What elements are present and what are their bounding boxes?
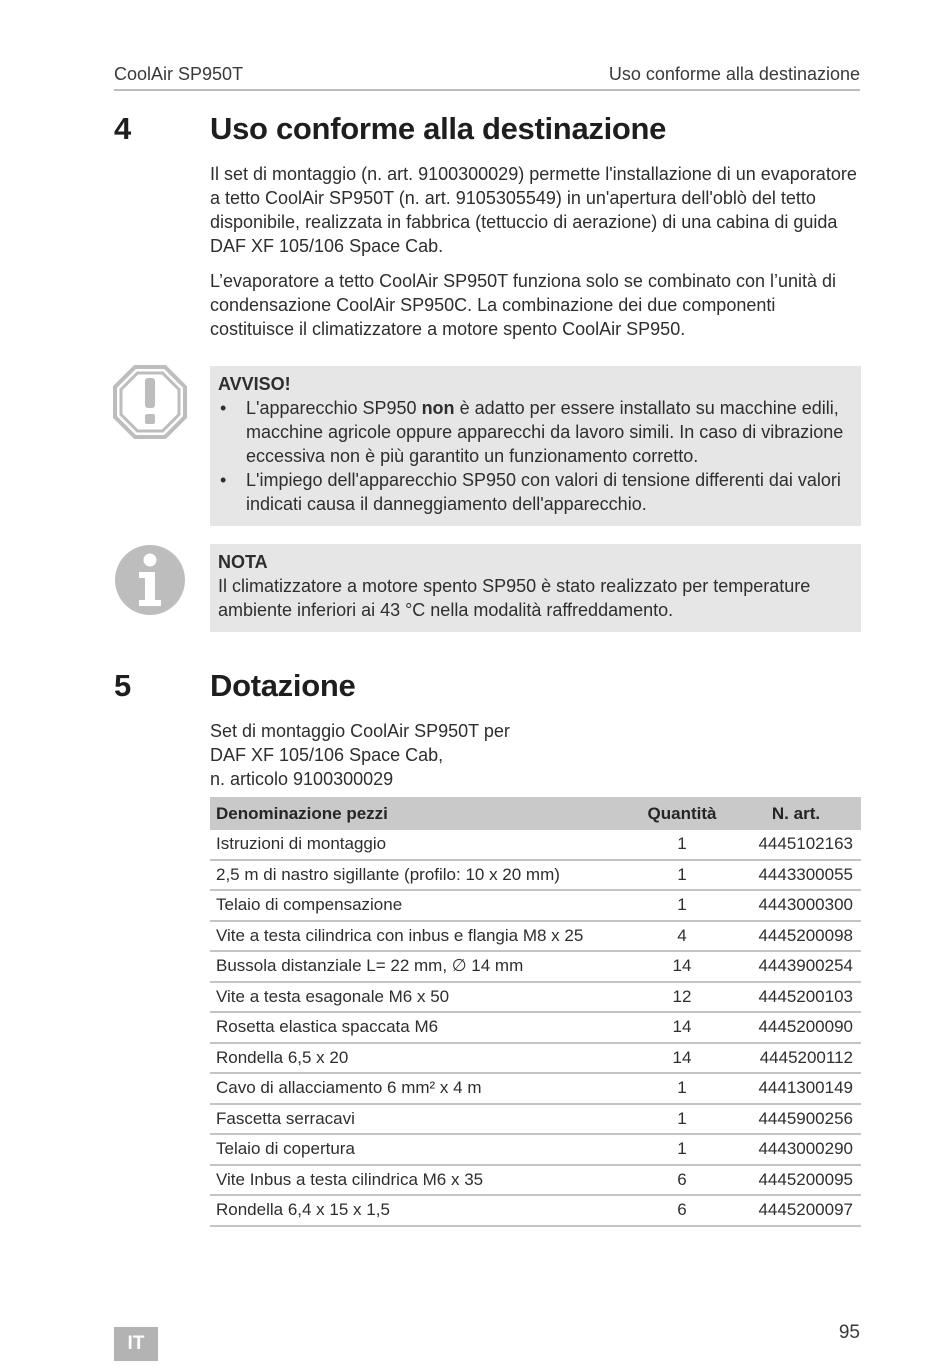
part-quantity: 1 (633, 1104, 731, 1135)
warning-bullet-1: • L'apparecchio SP950 non è adatto per essere installato su macchine edili, macchine agricole oppure apparecchi da lavoro simili. In caso di vibrazione eccessiva non è più garantito un funzionamento corretto. (218, 396, 853, 468)
part-name: Cavo di allacciamento 6 mm² x 4 m (210, 1073, 633, 1104)
warning-box (210, 366, 861, 526)
table-row (210, 860, 861, 891)
part-article: 4445200103 (731, 982, 861, 1013)
part-name: Vite Inbus a testa cilindrica M6 x 35 (210, 1165, 633, 1196)
part-name: Rondella 6,5 x 20 (210, 1043, 633, 1074)
parts-table (210, 797, 861, 1227)
table-row (210, 1165, 861, 1196)
note-box (210, 544, 861, 632)
table-row (210, 1134, 861, 1165)
part-name: Telaio di copertura (210, 1134, 633, 1165)
column-header-article: N. art. (731, 797, 861, 830)
part-quantity: 14 (633, 1043, 731, 1074)
part-article: 4441300149 (731, 1073, 861, 1104)
section-5-title: Dotazione (210, 668, 356, 703)
note-title: NOTA (218, 552, 268, 572)
header-section: Uso conforme alla destinazione (608, 64, 860, 84)
section-4-paragraph-2: L’evaporatore a tetto CoolAir SP950T funziona solo se combinato con l’unità di condensazione CoolAir SP950C. La combinazione dei due componenti costituisce il climatizzatore a motore spento CoolAir SP950. (210, 271, 837, 339)
intro-line-3: n. articolo 9100300029 (210, 769, 394, 789)
part-name: Rosetta elastica spaccata M6 (210, 1012, 633, 1043)
table-row (210, 921, 861, 952)
part-article: 4445102163 (731, 830, 861, 860)
table-row (210, 890, 861, 921)
section-5-number: 5 (114, 668, 132, 703)
warning-title: AVVISO! (218, 374, 291, 394)
table-row (210, 1043, 861, 1074)
part-quantity: 14 (633, 951, 731, 982)
table-row (210, 1073, 861, 1104)
warning-emphasis: non (421, 398, 455, 418)
part-quantity: 1 (633, 860, 731, 891)
note-text: Il climatizzatore a motore spento SP950 è stato realizzato per temperature ambiente inferiori ai 43 °C nella modalità raffreddamento. (218, 576, 811, 620)
intro-line-2: DAF XF 105/106 Space Cab, (210, 745, 444, 765)
table-row (210, 1012, 861, 1043)
part-quantity: 1 (633, 830, 731, 860)
warning-bullet-2: • L'impiego dell'apparecchio SP950 con valori di tensione differenti dai valori indicati causa il danneggiamento dell'apparecchio. (218, 468, 853, 516)
part-name: Istruzioni di montaggio (210, 830, 633, 860)
warning-list (218, 396, 853, 516)
part-quantity: 12 (633, 982, 731, 1013)
part-quantity: 14 (633, 1012, 731, 1043)
part-article: 4445200112 (731, 1043, 861, 1074)
part-article: 4445200095 (731, 1165, 861, 1196)
part-quantity: 4 (633, 921, 731, 952)
part-quantity: 6 (633, 1165, 731, 1196)
page-number: 95 (838, 1322, 860, 1343)
part-article: 4443900254 (731, 951, 861, 982)
parts-table-header (210, 797, 861, 830)
table-row (210, 982, 861, 1013)
table-row (210, 1104, 861, 1135)
part-name: 2,5 m di nastro sigillante (profilo: 10 x 20 mm) (210, 860, 633, 891)
column-header-name: Denominazione pezzi (210, 797, 633, 830)
part-article: 4443000300 (731, 890, 861, 921)
part-name: Bussola distanziale L= 22 mm, ∅ 14 mm (210, 951, 633, 982)
header-divider (114, 89, 860, 91)
section-4-paragraph-1: Il set di montaggio (n. art. 9100300029) permette l'installazione di un evaporatore a tetto CoolAir SP950T (n. art. 9105305549) in un'apertura dell'oblò del tetto disponibile, realizzata in fabbrica (tettuccio di aerazione) di una cabina di guida DAF XF 105/106 Space Cab. (210, 164, 857, 256)
column-header-quantity: Quantità (633, 797, 731, 830)
part-quantity: 1 (633, 890, 731, 921)
part-name: Telaio di compensazione (210, 890, 633, 921)
language-tab: IT (114, 1327, 158, 1361)
part-name: Fascetta serracavi (210, 1104, 633, 1135)
part-quantity: 1 (633, 1134, 731, 1165)
intro-line-1: Set di montaggio CoolAir SP950T per (210, 721, 510, 741)
part-article: 4445900256 (731, 1104, 861, 1135)
part-name: Vite a testa esagonale M6 x 50 (210, 982, 633, 1013)
info-icon (113, 543, 187, 617)
table-row (210, 1195, 861, 1226)
warning-octagon-icon (113, 365, 187, 439)
part-article: 4443000290 (731, 1134, 861, 1165)
part-article: 4445200090 (731, 1012, 861, 1043)
section-4-number: 4 (114, 111, 132, 146)
part-name: Rondella 6,4 x 15 x 1,5 (210, 1195, 633, 1226)
section-4-title: Uso conforme alla destinazione (210, 111, 667, 146)
table-row (210, 830, 861, 860)
part-article: 4445200098 (731, 921, 861, 952)
table-row (210, 951, 861, 982)
part-article: 4445200097 (731, 1195, 861, 1226)
part-quantity: 6 (633, 1195, 731, 1226)
part-article: 4443300055 (731, 860, 861, 891)
header-product: CoolAir SP950T (114, 64, 244, 84)
part-quantity: 1 (633, 1073, 731, 1104)
section-5-intro (210, 719, 862, 791)
part-name: Vite a testa cilindrica con inbus e flangia M8 x 25 (210, 921, 633, 952)
